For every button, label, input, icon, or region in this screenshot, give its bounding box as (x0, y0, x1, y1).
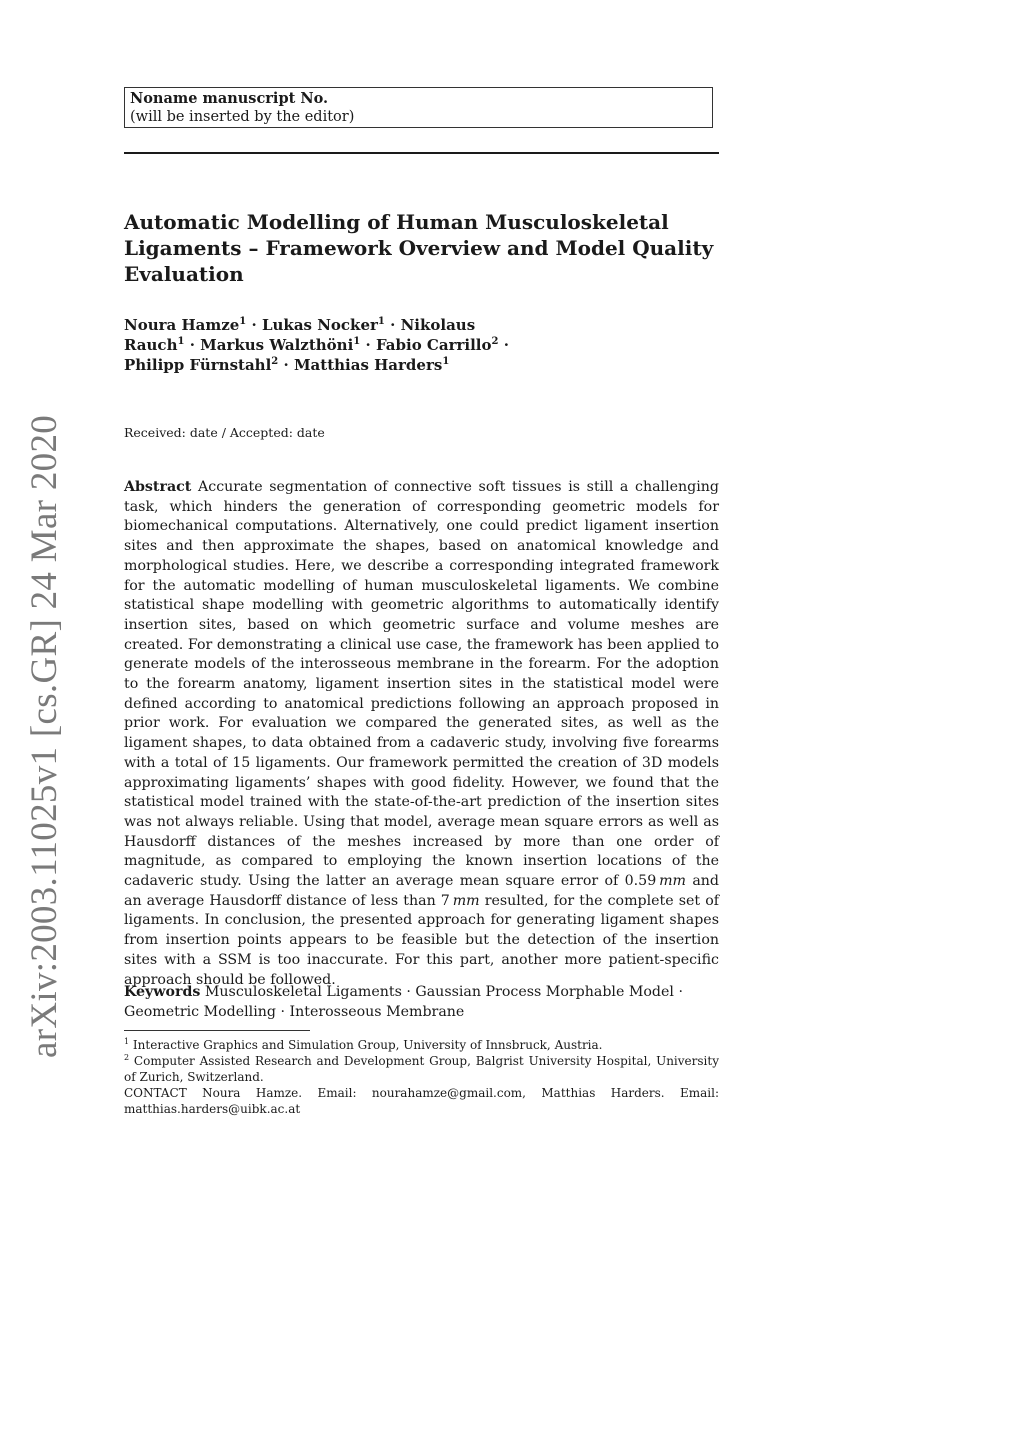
author-name: Nikolaus Rauch (124, 316, 476, 354)
arxiv-identifier: arXiv:2003.11025v1 [cs.GR] 24 Mar 2020 (24, 414, 65, 1058)
contact-text: CONTACT Noura Hamze. Email: nourahamze@gmail.com, Matthias Harders. Email: matthias.harders@uibk.ac.at (124, 1086, 719, 1116)
paper-title: Automatic Modelling of Human Musculoskeletal Ligaments – Framework Overview and Model Quality Evaluation (124, 210, 714, 286)
footnote-text: Interactive Graphics and Simulation Group, University of Innsbruck, Austria. (132, 1038, 603, 1052)
author-separator: · (251, 316, 257, 334)
abstract-text: resulted, for the complete set of ligaments. In conclusion, the presented approach for generating ligament shapes from insertion points appears to be feasible but the detection of the insertion sites with a SSM is too inaccurate. For this part, another more patient-specific approach should be followed. (124, 892, 720, 988)
abstract-label: Abstract (124, 479, 192, 495)
keywords (124, 983, 719, 1022)
footnote (124, 1037, 719, 1053)
keywords-label: Keywords (124, 984, 201, 1000)
author-separator: · (283, 356, 289, 374)
author-name: Markus Walzthöni (200, 336, 354, 354)
author-affiliation-mark: 1 (442, 356, 450, 367)
footnote-text: Computer Assisted Research and Development Group, Balgrist University Hospital, University of Zurich, Switzerland. (124, 1054, 719, 1084)
footnote (124, 1085, 719, 1117)
manuscript-box (124, 87, 713, 128)
author-name: Fabio Carrillo (375, 336, 492, 354)
abstract-unit: mm (659, 873, 686, 890)
footnotes (124, 1037, 719, 1117)
abstract-text: and an average Hausdorff distance of less than 7 (124, 873, 719, 909)
author-affiliation-mark: 2 (491, 336, 499, 347)
header-rule (124, 152, 719, 154)
abstract (124, 478, 719, 990)
author-name: Noura Hamze (124, 316, 240, 334)
footnote-mark: 1 (124, 1037, 130, 1046)
author-affiliation-mark: 1 (239, 316, 247, 327)
footnote-rule (124, 1030, 310, 1031)
author-affiliation-mark: 2 (271, 356, 279, 367)
keywords-text: Musculoskeletal Ligaments · Gaussian Process Morphable Model · Geometric Modelling · Interosseous Membrane (124, 984, 683, 1020)
abstract-text: Accurate segmentation of connective soft tissues is still a challenging task, which hinders the generation of corresponding geometric models for biomechanical computations. Alternatively, one could predict ligament insertion sites and then approximate the shapes, based on anatomical knowledge and morphological studies. Here, we describe a corresponding integrated framework for the automatic modelling of human musculoskeletal ligaments. We combine statistical shape modelling with geometric algorithms to automatically identify insertion sites, based on which geometric surface and volume meshes are created. For demonstrating a clinical use case, the framework has been applied to generate models of the interosseous membrane in the forearm. For the adoption to the forearm anatomy, ligament insertion sites in the statistical model were defined according to anatomical predictions following an approach proposed in prior work. For evaluation we compared the generated sites, as well as the ligament shapes, to data obtained from a cadaveric study, involving five forearms with a total of 15 ligaments. Our framework permitted the creation of 3D models approximating ligaments’ shapes with good fidelity. However, we found that the statistical model trained with the state-of-the-art prediction of the insertion sites was not always reliable. Using that model, average mean square errors as well as Hausdorff distances of the meshes increased by more than one order of magnitude, as compared to employing the known insertion locations of the cadaveric study. Using the latter an average mean square error of 0.59 (124, 479, 720, 890)
abstract-unit: mm (452, 892, 480, 909)
author-separator: · (503, 336, 509, 354)
author-affiliation-mark: 1 (377, 316, 385, 327)
author-separator: · (390, 316, 396, 334)
footnote-mark: 2 (124, 1053, 130, 1062)
author-name: Lukas Nocker (261, 316, 378, 334)
author-name: Matthias Harders (293, 356, 443, 374)
author-name: Philipp Fürnstahl (124, 356, 272, 374)
author-separator: · (365, 336, 371, 354)
footnote (124, 1053, 719, 1085)
author-affiliation-mark: 1 (177, 336, 185, 347)
manuscript-number: Noname manuscript No. (130, 90, 329, 107)
author-list (124, 315, 524, 375)
author-separator: · (189, 336, 195, 354)
received-accepted-dates: Received: date / Accepted: date (124, 425, 325, 440)
author-affiliation-mark: 1 (353, 336, 361, 347)
editor-note: (will be inserted by the editor) (130, 109, 355, 125)
